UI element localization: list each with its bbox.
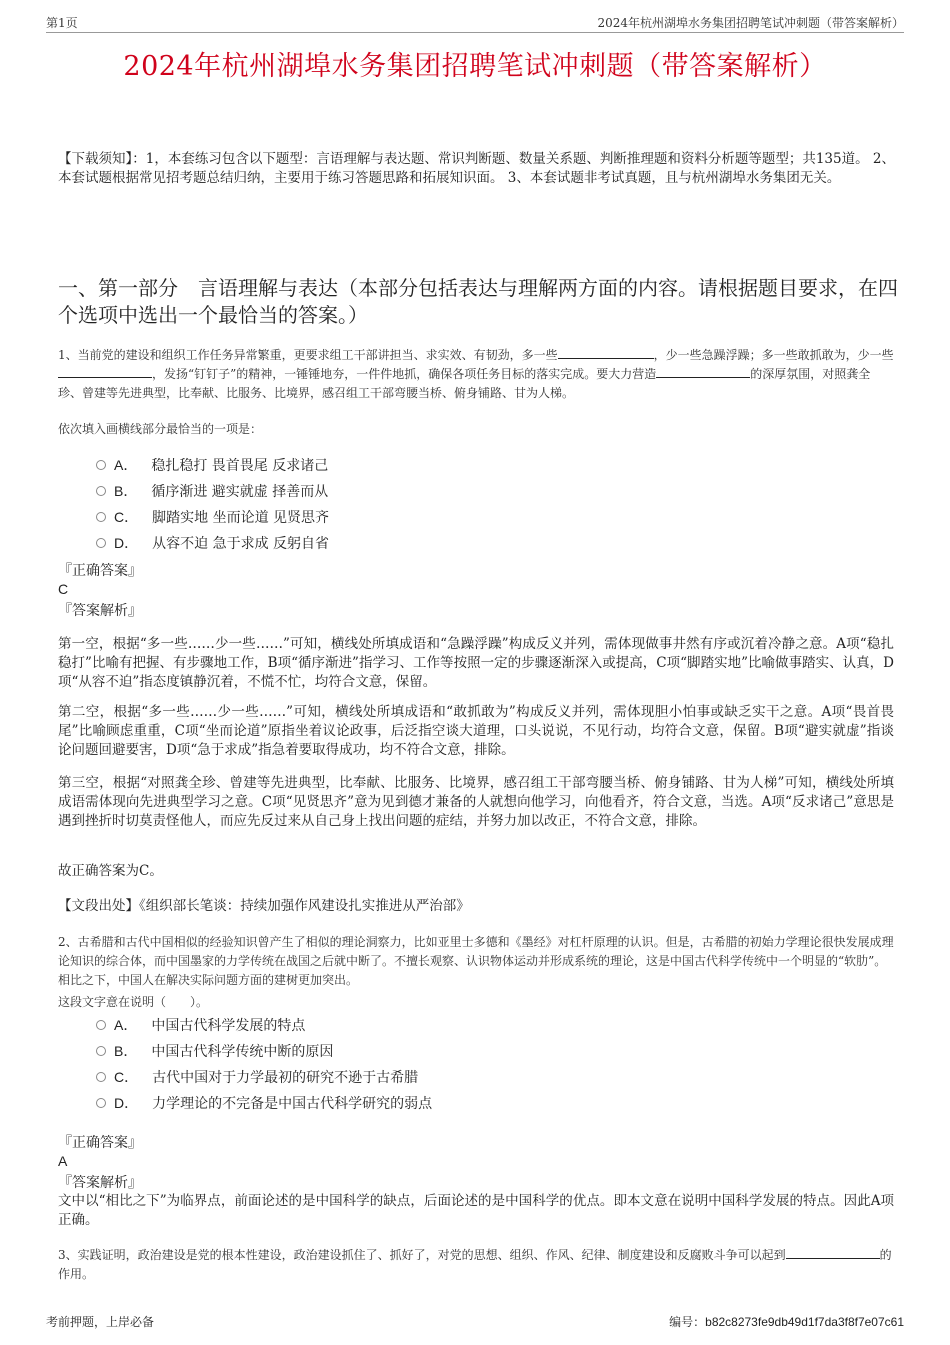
q1-option-d[interactable]: D． 从容不迫 急于求成 反躬自省: [96, 533, 329, 553]
footer-code-value: b82c8273fe9db49d1f7da3f8f7e07c61: [705, 1315, 904, 1329]
radio-icon[interactable]: [96, 512, 106, 522]
radio-icon[interactable]: [96, 1046, 106, 1056]
question-1-part3: ，发扬“钉钉子”的精神，一锤锤地夯，一件件地抓，确保各项任务目标的落实完成。要大力营造: [152, 367, 657, 381]
answer-blank-3: [656, 365, 750, 378]
q1-answer-label: 『正确答案』: [58, 563, 142, 579]
footer-code-label: 编号：: [669, 1315, 706, 1329]
q2-option-d[interactable]: D． 力学理论的不完备是中国古代科学研究的弱点: [96, 1093, 432, 1113]
q1-analysis-para-2: 第二空，根据“多一些……少一些……”可知，横线处所填成语和“敢抓敢为”构成反义并列，需体现胆小怕事或缺乏实干之意。A项“畏首畏尾”比喻顾虑重重，C项“坐而论道”原指坐着议论政事，后泛指空谈大道理，口头说说，不见行动，均符合文意，保留。B项“避实就虚”指谈论问题回避要害，D项“急于求成”指急着要取得成功，均不符合文意，排除。: [58, 704, 894, 758]
question-1-prompt: 依次填入画横线部分最恰当的一项是：: [58, 422, 263, 436]
question-3-part2: 的作用。: [58, 1248, 892, 1281]
answer-blank-q3: [786, 1246, 880, 1259]
radio-icon[interactable]: [96, 538, 106, 548]
section-heading: 一、第一部分 言语理解与表达（本部分包括表达与理解两方面的内容。请根据题目要求，在四个选项中选出一个最恰当的答案。）: [58, 276, 898, 327]
q1-source: 【文段出处】《组织部长笔谈：持续加强作风建设扎实推进从严治部》: [58, 898, 470, 914]
document-title: 2024年杭州湖埠水务集团招聘笔试冲刺题（带答案解析）: [123, 51, 827, 82]
header-doc-title: 2024年杭州湖埠水务集团招聘笔试冲刺题（带答案解析）: [597, 16, 904, 30]
radio-icon[interactable]: [96, 1098, 106, 1108]
q1-option-c[interactable]: C． 脚踏实地 坐而论道 见贤思齐: [96, 507, 329, 527]
radio-icon[interactable]: [96, 486, 106, 496]
question-3-text: [58, 1246, 894, 1284]
q2-analysis-label: 『答案解析』: [58, 1175, 142, 1191]
q2-option-a[interactable]: A． 中国古代科学发展的特点: [96, 1015, 305, 1035]
radio-icon[interactable]: [96, 1072, 106, 1082]
download-notice: 【下载须知】：1，本套练习包含以下题型：言语理解与表达题、常识判断题、数量关系题、判断推理题和资料分析题等题型；共135道。 2、本套试题根据常见招考题总结归纳，主要用于练习答题思路和拓展知识面。 3、本套试题非考试真题，且与杭州湖埠水务集团无关。: [58, 151, 895, 186]
q1-option-b[interactable]: B． 循序渐进 避实就虚 择善而从: [96, 481, 328, 501]
q1-analysis-para-1: 第一空，根据“多一些……少一些……”可知，横线处所填成语和“急躁浮躁”构成反义并列，需体现做事井然有序或沉着冷静之意。A项“稳扎稳打”比喻有把握、有步骤地工作，B项“循序渐进”指学习、工作等按照一定的步骤逐渐深入或提高，C项“脚踏实地”比喻做事踏实、认真，D项“从容不迫”指态度镇静沉着，不慌不忙，均符合文意，保留。: [58, 636, 894, 690]
question-1-part4: 的深厚氛围，对照龚全珍、曾建等先进典型，比奉献、比服务、比境界，感召组工干部弯腰当桥、俯身铺路、甘为人梯。: [58, 367, 871, 400]
question-1-part2: ，少一些急躁浮躁；多一些敢抓敢为，少一些: [653, 348, 894, 362]
question-2-prompt: 这段文字意在说明（ ）。: [58, 995, 209, 1009]
footer-code: [669, 1313, 904, 1330]
footer-slogan: 考前押题，上岸必备: [46, 1315, 155, 1329]
radio-icon[interactable]: [96, 460, 106, 470]
q1-option-a[interactable]: A． 稳扎稳打 畏首畏尾 反求诸己: [96, 455, 328, 475]
page-number: 第1页: [46, 16, 78, 30]
answer-blank-1: [558, 346, 654, 359]
question-3-part1: 3、实践证明，政治建设是党的根本性建设，政治建设抓住了、抓好了，对党的思想、组织、作风、纪律、制度建设和反腐败斗争可以起到: [58, 1248, 786, 1262]
q2-option-b[interactable]: B． 中国古代科学传统中断的原因: [96, 1041, 333, 1061]
q2-analysis: 文中以“相比之下”为临界点，前面论述的是中国科学的缺点，后面论述的是中国科学的优点。即本文意在说明中国科学发展的特点。因此A项正确。: [58, 1193, 894, 1228]
q2-option-c[interactable]: C． 古代中国对于力学最初的研究不逊于古希腊: [96, 1067, 418, 1087]
question-1-text: [58, 346, 894, 403]
q1-analysis-para-3: 第三空，根据“对照龚全珍、曾建等先进典型，比奉献、比服务、比境界，感召组工干部弯腰当桥、俯身铺路、甘为人梯”可知，横线处所填成语需体现向先进典型学习之意。C项“见贤思齐”意为见到德才兼备的人就想向他学习，向他看齐，符合文意，当选。A项“反求诸己”意思是遇到挫折时切莫责怪他人，而应先反过来从自己身上找出问题的症结，并努力加以改正，不符合文意，排除。: [58, 775, 894, 829]
radio-icon[interactable]: [96, 1020, 106, 1030]
question-1-part1: 1、当前党的建设和组织工作任务异常繁重，更要求组工干部讲担当、求实效、有韧劲，多一些: [58, 348, 558, 362]
q1-analysis-label: 『答案解析』: [58, 603, 142, 619]
answer-blank-2: [58, 365, 152, 378]
q2-answer: A: [58, 1153, 68, 1169]
q1-analysis-conclusion: 故正确答案为C。: [58, 863, 163, 879]
page-header: [46, 14, 904, 33]
q1-answer: C: [58, 581, 69, 597]
q2-answer-label: 『正确答案』: [58, 1135, 142, 1151]
question-2-text: 2、古希腊和古代中国相似的经验知识曾产生了相似的理论洞察力，比如亚里士多德和《墨经》对杠杆原理的认识。但是，古希腊的初始力学理论很快发展成理论知识的综合体，而中国墨家的力学传统在战国之后就中断了。不擅长观察、认识物体运动并形成系统的理论，这是中国古代科学传统中一个明显的“软肋”。相比之下，中国人在解决实际问题方面的建树更加突出。: [58, 935, 894, 987]
